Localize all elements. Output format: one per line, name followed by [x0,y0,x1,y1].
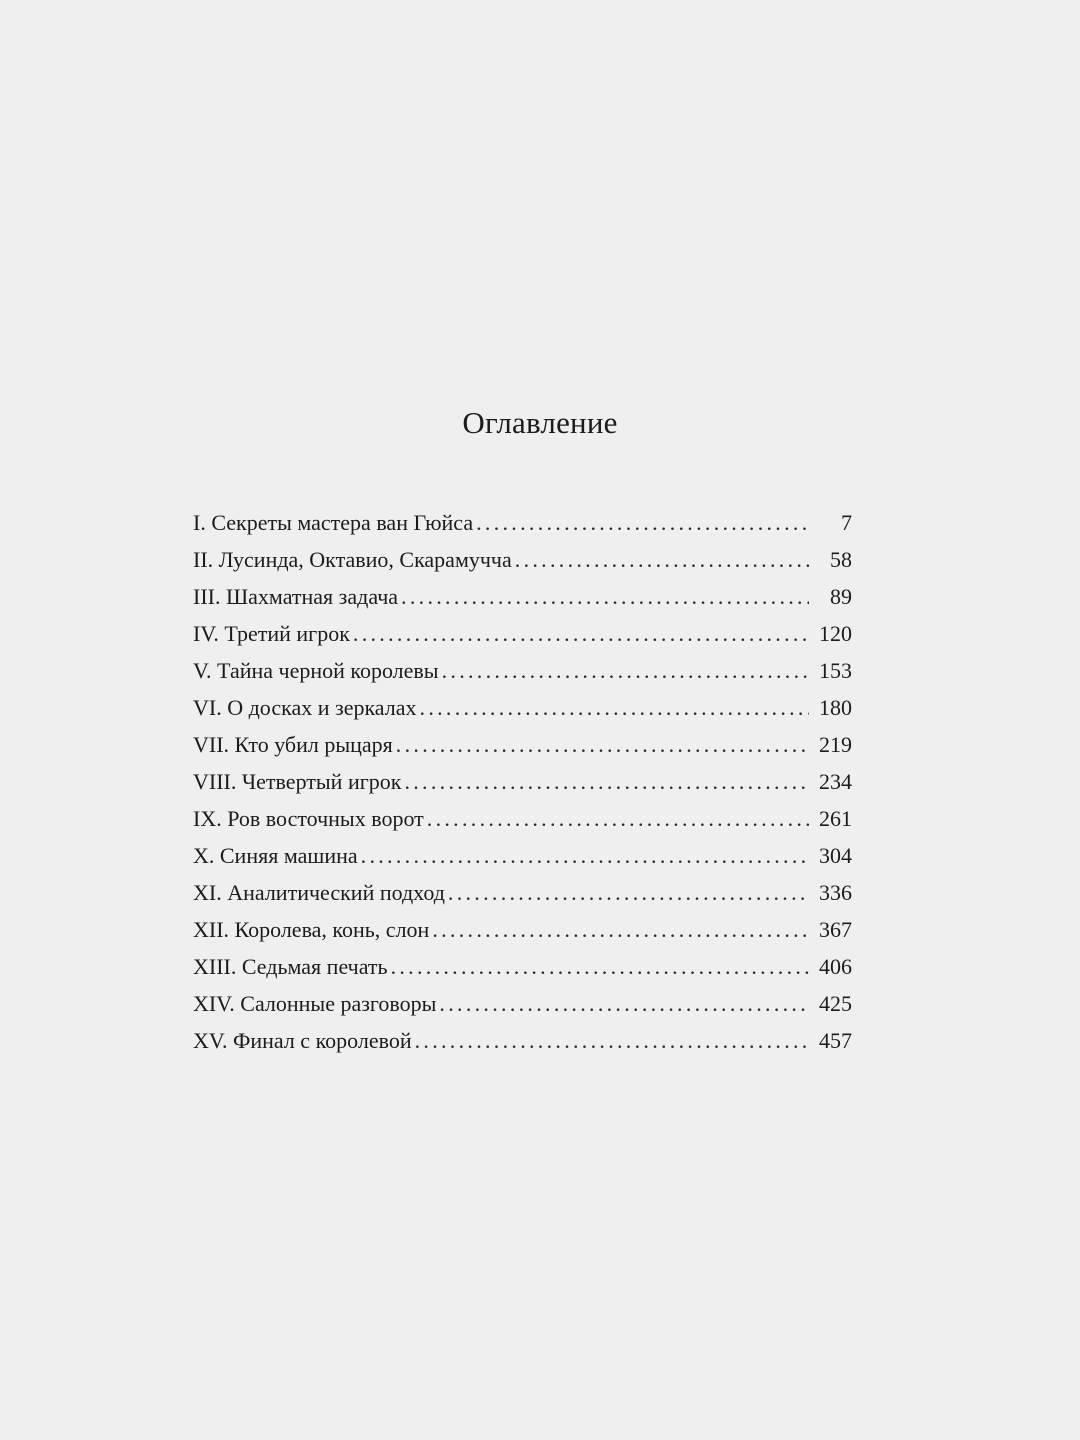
dot-leader [361,837,809,874]
chapter-title: XV. Финал с королевой [193,1028,412,1053]
dot-leader [420,689,809,726]
dot-leader [515,541,809,578]
toc-entry [193,800,852,837]
page-number: 425 [819,991,852,1016]
dot-leader [391,948,809,985]
dot-leader [404,763,809,800]
page-number: 457 [819,1028,852,1053]
page-number: 120 [819,621,852,646]
dot-leader [439,985,809,1022]
chapter-title: VI. О досках и зеркалах [193,695,417,720]
page-number: 304 [819,843,852,868]
chapter-title: VII. Кто убил рыцаря [193,732,393,757]
toc-entry [193,948,852,985]
dot-leader [442,652,809,689]
toc-entry [193,504,852,541]
page-number: 406 [819,954,852,979]
page-number: 180 [819,695,852,720]
chapter-title: VIII. Четвертый игрок [193,769,402,794]
page-number: 234 [819,769,852,794]
toc-entry [193,615,852,652]
toc-entry [193,689,852,726]
chapter-title: I. Секреты мастера ван Гюйса [193,510,474,535]
toc-entry [193,726,852,763]
dot-leader [427,800,809,837]
page-number: 261 [819,806,852,831]
dot-leader [353,615,809,652]
chapter-title: X. Синяя машина [193,843,358,868]
chapter-title: XI. Аналитический подход [193,880,445,905]
chapter-title: III. Шахматная задача [193,584,399,609]
page-number: 58 [830,547,852,572]
page-title: Оглавление [462,405,618,440]
chapter-title: XIII. Седьмая печать [193,954,388,979]
chapter-title: IX. Ров восточных ворот [193,806,424,831]
toc-entry [193,763,852,800]
dot-leader [396,726,809,763]
page-number: 367 [819,917,852,942]
toc-entry [193,911,852,948]
page-number: 336 [819,880,852,905]
dot-leader [448,874,809,911]
dot-leader [432,911,809,948]
chapter-title: V. Тайна черной королевы [193,658,439,683]
dot-leader [415,1022,809,1059]
page-number: 7 [841,510,852,535]
dot-leader [476,504,809,541]
chapter-title: II. Лусинда, Октавио, Скарамучча [193,547,512,572]
table-of-contents [193,504,852,1059]
page-number: 153 [819,658,852,683]
chapter-title: XIV. Салонные разговоры [193,991,437,1016]
toc-entry [193,652,852,689]
toc-entry [193,578,852,615]
dot-leader [401,578,809,615]
chapter-title: XII. Королева, конь, слон [193,917,430,942]
page-number: 89 [830,584,852,609]
toc-entry [193,1022,852,1059]
toc-entry [193,541,852,578]
toc-entry [193,985,852,1022]
chapter-title: IV. Третий игрок [193,621,350,646]
page-number: 219 [819,732,852,757]
toc-entry [193,837,852,874]
toc-entry [193,874,852,911]
